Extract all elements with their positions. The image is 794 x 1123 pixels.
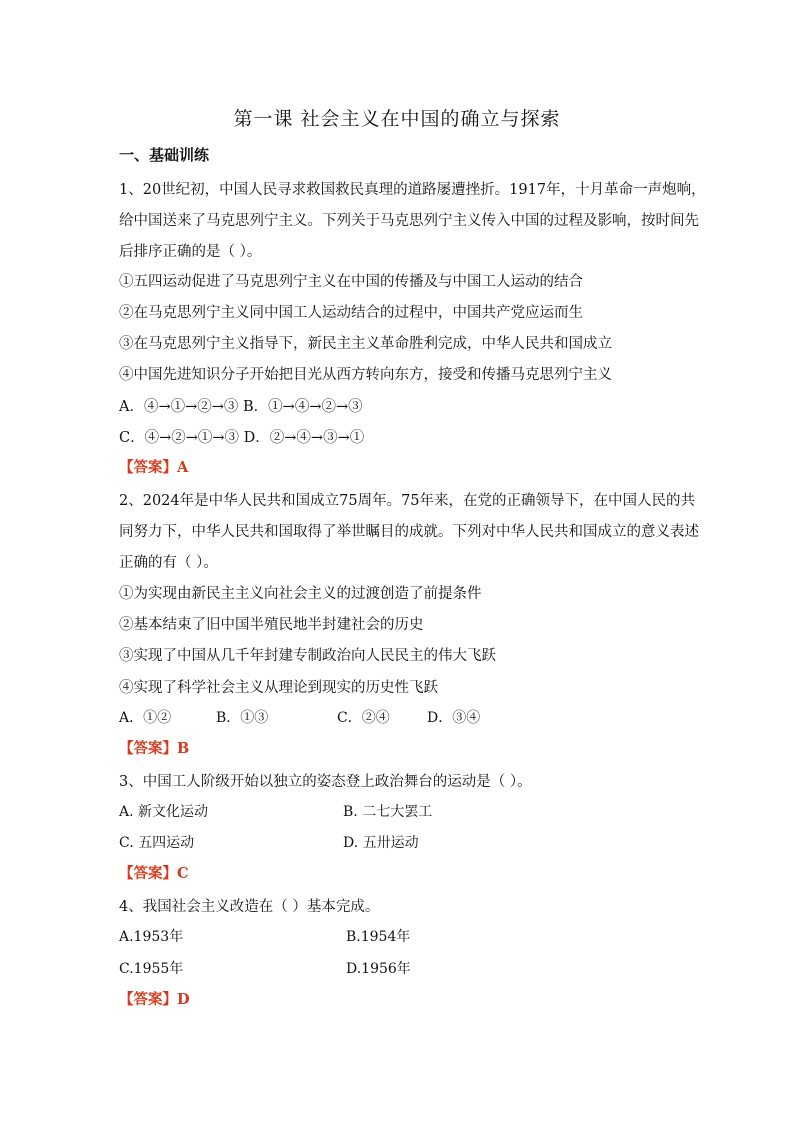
q3-option-d: D. 五卅运动 <box>343 835 419 851</box>
section-heading: 一、基础训练 <box>119 146 210 164</box>
q1-line-2: 给中国送来了马克思列宁主义。下列关于马克思列宁主义传入中国的过程及影响，按时间先 <box>119 213 699 229</box>
q1-answer-value: A <box>177 459 189 476</box>
q2-line-3: 正确的有（ ）。 <box>119 555 218 571</box>
page-title: 第一课 社会主义在中国的确立与探索 <box>233 108 561 130</box>
q3-option-b: B. 二七大罢工 <box>343 804 433 820</box>
q3-answer <box>119 862 189 883</box>
q1-item-3: ③在马克思列宁主义指导下，新民主主义革命胜利完成，中华人民共和国成立 <box>119 336 612 352</box>
q2-line-2: 同努力下，中华人民共和国取得了举世瞩目的成就。下列对中华人民共和国成立的意义表述 <box>119 524 699 540</box>
q1-item-2: ②在马克思列宁主义同中国工人运动结合的过程中，中国共产党应运而生 <box>119 305 583 321</box>
q3-option-c: C. 五四运动 <box>119 835 195 851</box>
q4-option-b: B.1954年 <box>346 929 411 945</box>
q3-option-a: A. 新文化运动 <box>119 804 209 820</box>
answer-label: 【答案】 <box>119 865 177 882</box>
q4-option-a: A.1953年 <box>119 929 184 945</box>
q2-option-b: B．①③ <box>216 710 269 726</box>
q2-item-4: ④实现了科学社会主义从理论到现实的历史性飞跃 <box>119 680 438 696</box>
q4-question: 4、我国社会主义改造在（ ）基本完成。 <box>119 899 380 915</box>
q2-item-1: ①为实现由新民主主义向社会主义的过渡创造了前提条件 <box>119 586 482 602</box>
q2-option-c: C．②④ <box>337 710 390 726</box>
q2-line-1: 2、2024年是中华人民共和国成立75周年。75年来，在党的正确领导下，在中国人民的共 <box>119 493 696 509</box>
q1-item-1: ①五四运动促进了马克思列宁主义在中国的传播及与中国工人运动的结合 <box>119 274 583 290</box>
q1-answer <box>119 456 188 477</box>
q2-answer-value: B <box>177 740 190 757</box>
q4-answer-value: D <box>177 991 190 1008</box>
answer-label: 【答案】 <box>119 740 177 757</box>
q2-item-2: ②基本结束了旧中国半殖民地半封建社会的历史 <box>119 617 424 633</box>
q1-options-row-1: A．④→①→②→③ B．①→④→②→③ <box>119 399 363 415</box>
q3-question: 3、中国工人阶级开始以独立的姿态登上政治舞台的运动是（ ）。 <box>119 774 532 790</box>
answer-label: 【答案】 <box>119 991 177 1008</box>
answer-label: 【答案】 <box>119 459 177 476</box>
q2-answer <box>119 737 189 758</box>
q2-option-a: A．①② <box>119 710 172 726</box>
q2-item-3: ③实现了中国从几千年封建专制政治向人民民主的伟大飞跃 <box>119 648 496 664</box>
q1-item-4: ④中国先进知识分子开始把目光从西方转向东方，接受和传播马克思列宁主义 <box>119 367 612 383</box>
q1-options-row-2: C．④→②→①→③ D．②→④→③→① <box>119 430 365 446</box>
q1-line-3: 后排序正确的是（ ）。 <box>119 244 262 260</box>
q4-option-d: D.1956年 <box>346 961 411 977</box>
q3-answer-value: C <box>177 865 189 882</box>
q4-option-c: C.1955年 <box>119 961 184 977</box>
q2-option-d: D．③④ <box>427 710 481 726</box>
q1-line-1: 1、20世纪初，中国人民寻求救国救民真理的道路屡遭挫折。1917年，十月革命一声炮响， <box>119 182 706 198</box>
q4-answer <box>119 988 190 1009</box>
